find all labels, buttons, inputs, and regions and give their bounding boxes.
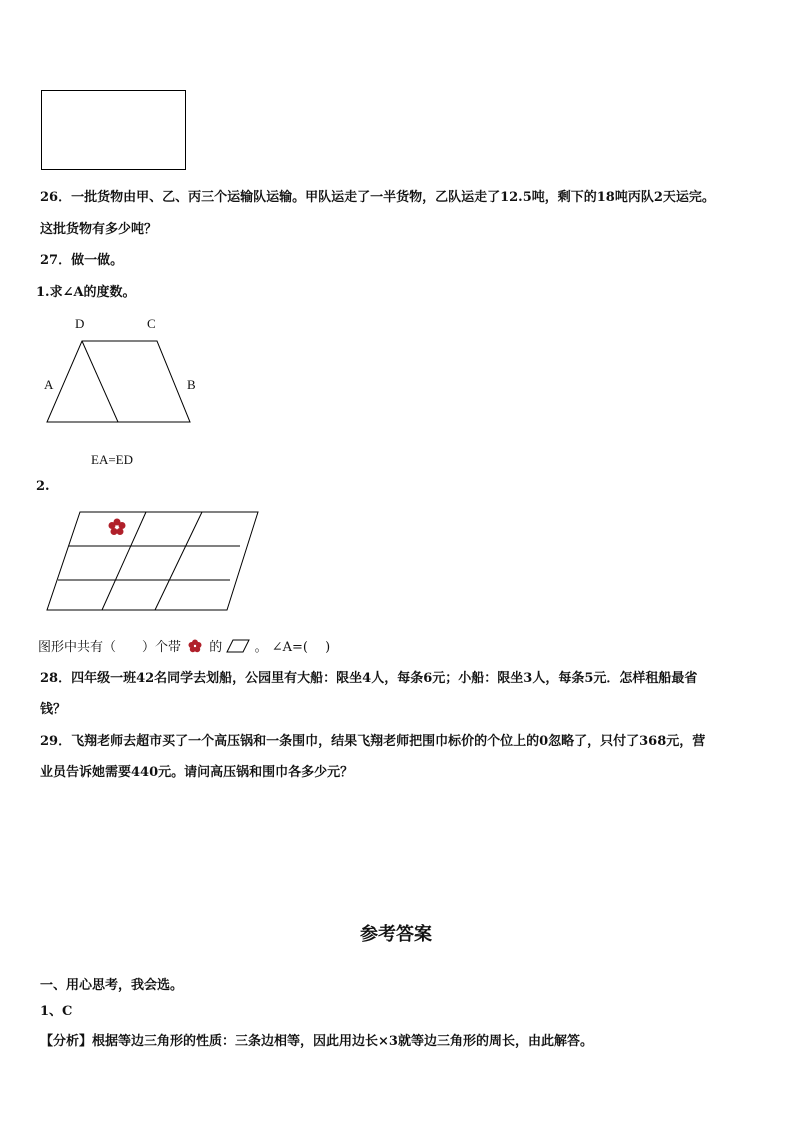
parallelogram-icon xyxy=(226,639,250,653)
q29-line1: 29．飞翔老师去超市买了一个高压锅和一条围巾，结果飞翔老师把围巾标价的个位上的0忽略了，只付了368元，营 xyxy=(40,734,706,749)
q28-line2: 钱？ xyxy=(40,702,67,717)
vertex-A-label: A xyxy=(44,377,54,392)
answers-item1: 1、C xyxy=(40,1004,73,1019)
q29-line2: 业员告诉她需要440元。请问高压锅和围巾各多少元？ xyxy=(40,765,354,780)
fill-prefix: 图形中共有（ ）个带 xyxy=(38,640,182,655)
q27-part2: 2. xyxy=(36,479,50,494)
vertex-D-label: D xyxy=(75,316,85,331)
grid-outline xyxy=(47,512,258,610)
fill-suffix: 。 ∠A=( ) xyxy=(254,640,331,655)
flower-icon xyxy=(187,639,203,653)
ea-ed-note: EA=ED xyxy=(91,452,133,467)
q28-line1: 28．四年级一班42名同学去划船，公园里有大船：限坐4人，每条6元；小船：限坐3人，每条5元．怎样租船最省 xyxy=(40,671,698,686)
q27-title: 27．做一做。 xyxy=(40,253,124,268)
answers-title: 参考答案 xyxy=(360,924,432,945)
answers-analysis: 【分析】根据等边三角形的性质：三条边相等，因此用边长×3就等边三角形的周长，由此解答。 xyxy=(40,1034,593,1049)
q26-line1: 26．一批货物由甲、乙、丙三个运输队运输。甲队运走了一半货物，乙队运走了12.5吨，剩下的18吨丙队2天运完。 xyxy=(40,190,715,205)
q26-line2: 这批货物有多少吨？ xyxy=(40,222,158,237)
vertex-C-label: C xyxy=(147,316,156,331)
answers-section1: 一、用心思考，我会选。 xyxy=(40,978,184,993)
vertex-B-label: B xyxy=(187,377,196,392)
q27-fill-line xyxy=(38,636,330,655)
grid-col-line-2 xyxy=(155,512,202,610)
q27-part1: 1.求∠A的度数。 xyxy=(36,285,136,300)
fill-mid: 的 xyxy=(209,640,223,655)
flower-icon xyxy=(109,519,126,536)
